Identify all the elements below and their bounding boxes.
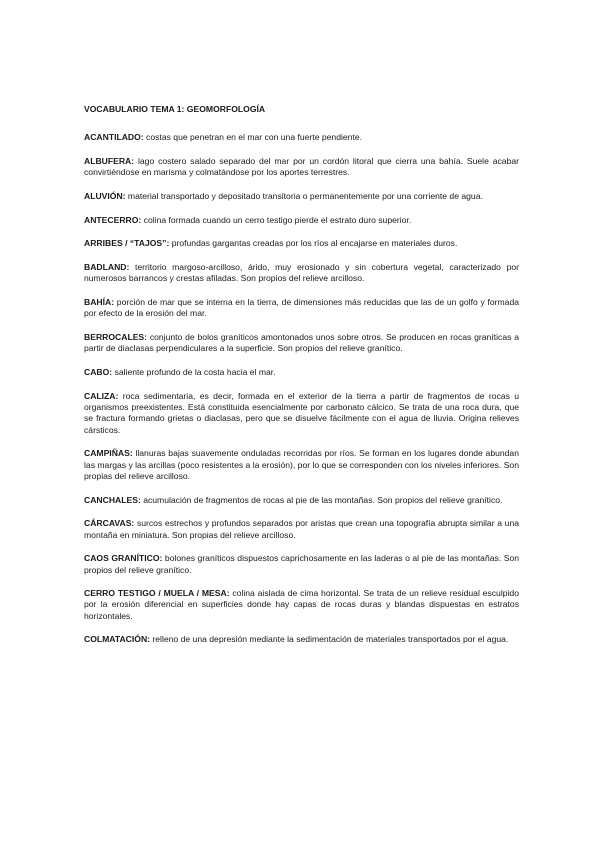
entry-term: ALBUFERA: [84, 155, 135, 166]
entry-term: CABO: [84, 366, 113, 377]
vocabulary-entry [84, 297, 519, 320]
document-title: VOCABULARIO TEMA 1: GEOMORFOLOGÍA [84, 104, 266, 114]
entry-definition: colina formada cuando un cerro testigo pierde el estrato duro superior. [141, 214, 412, 225]
entry-term: ANTECERRO: [84, 214, 142, 225]
vocabulary-entry [84, 495, 519, 506]
document-page [84, 104, 519, 658]
vocabulary-entry [84, 238, 519, 249]
entry-definition: lago costero salado separado del mar por un cordón litoral que cierra una bahía. Suele acabar convirtiéndose en marisma y colmatándose por los aportes terrestres. [84, 155, 519, 178]
entry-term: CANCHALES: [84, 494, 141, 505]
vocabulary-entry [84, 634, 519, 645]
entry-term: BADLAND: [84, 262, 130, 273]
entry-definition: porción de mar que se interna en la tierra, de dimensiones más reducidas que las de un golfo y formada por efecto de la erosión del mar. [84, 297, 519, 319]
entry-definition: bolones graníticos dispuestos caprichosamente en las laderas o al pie de las montañas. Son propios del relieve granítico. [84, 553, 520, 575]
entry-definition: llanuras bajas suavemente onduladas recorridas por ríos. Se forman en los lugares donde abundan las margas y las arcillas (poco resistentes a la erosión), por lo que se corresponden con los niveles inferiores. Son propias del relieve arcilloso. [84, 448, 519, 481]
entry-term: CAMPIÑAS: [84, 448, 133, 459]
vocabulary-entry [84, 367, 519, 378]
entry-term: COLMATACIÓN: [84, 634, 151, 645]
vocabulary-entry [84, 156, 519, 179]
entry-definition: surcos estrechos y profundos separados por aristas que crean una topografía abrupta similar a una montaña en miniatura. Son propias del relieve arcilloso. [84, 518, 519, 540]
entry-definition: acumulación de fragmentos de rocas al pie de las montañas. Son propios del relieve granítico. [140, 494, 503, 505]
entry-definition: roca sedimentaria, es decir, formada en el exterior de la tierra a partir de fragmentos de rocas u organismos preexistentes. Está constituida esencialmente por carbonato cálcico. Se trata de una roca dura, que se fractura formando grietas o diaclasas, pero que se disuelve fácilmente con el agua de lluvia. Origina relieves cársticos. [84, 390, 519, 435]
vocabulary-entry [84, 588, 519, 622]
entry-term: ACANTILADO: [84, 132, 144, 143]
entry-term: CÁRCAVAS: [84, 518, 135, 529]
entry-definition: territorio margoso-arcilloso, árido, muy erosionado y sin cobertura vegetal, caracterizado por numerosos barrancos y crestas afiladas. Son propios del relieve arcilloso. [84, 262, 519, 284]
vocabulary-entry [84, 132, 519, 143]
vocabulary-entry [84, 262, 519, 285]
entry-definition: saliente profundo de la costa hacia el mar. [112, 366, 276, 377]
vocabulary-entry [84, 332, 519, 355]
vocabulary-entry [84, 553, 519, 576]
entry-term: ARRIBES / “TAJOS”: [84, 238, 170, 249]
entry-definition: conjunto de bolos graníticos amontonados unos sobre otros. Se producen en rocas graníticas a partir de diaclasas perpendiculares a la superficie. Son propios del relieve granítico. [84, 332, 519, 354]
vocabulary-list [84, 132, 519, 645]
entry-term: CAOS GRANÍTICO: [84, 553, 163, 564]
vocabulary-entry [84, 518, 519, 541]
entry-definition: profundas gargantas creadas por los ríos al encajarse en materiales duros. [169, 238, 458, 249]
entry-definition: material transportado y depositado transitoria o permanentemente por una corriente de agua. [125, 190, 483, 201]
vocabulary-entry [84, 448, 519, 482]
vocabulary-entry [84, 191, 519, 202]
entry-term: ALUVIÓN: [84, 190, 126, 201]
entry-term: CALIZA: [84, 390, 119, 401]
vocabulary-entry [84, 215, 519, 226]
entry-definition: relleno de una depresión mediante la sedimentación de materiales transportados por el agua. [150, 634, 509, 645]
entry-definition: costas que penetran en el mar con una fuerte pendiente. [143, 132, 363, 143]
entry-definition: colina aislada de cima horizontal. Se trata de un relieve residual esculpido por la erosión diferencial en superficies donde hay capas de rocas duras y blandas dispuestas en estratos horizontales. [84, 588, 519, 621]
entry-term: BERROCALES: [84, 332, 148, 342]
entry-term: CERRO TESTIGO / MUELA / MESA: [84, 588, 230, 599]
entry-term: BAHÍA: [84, 297, 115, 308]
vocabulary-entry [84, 391, 519, 436]
